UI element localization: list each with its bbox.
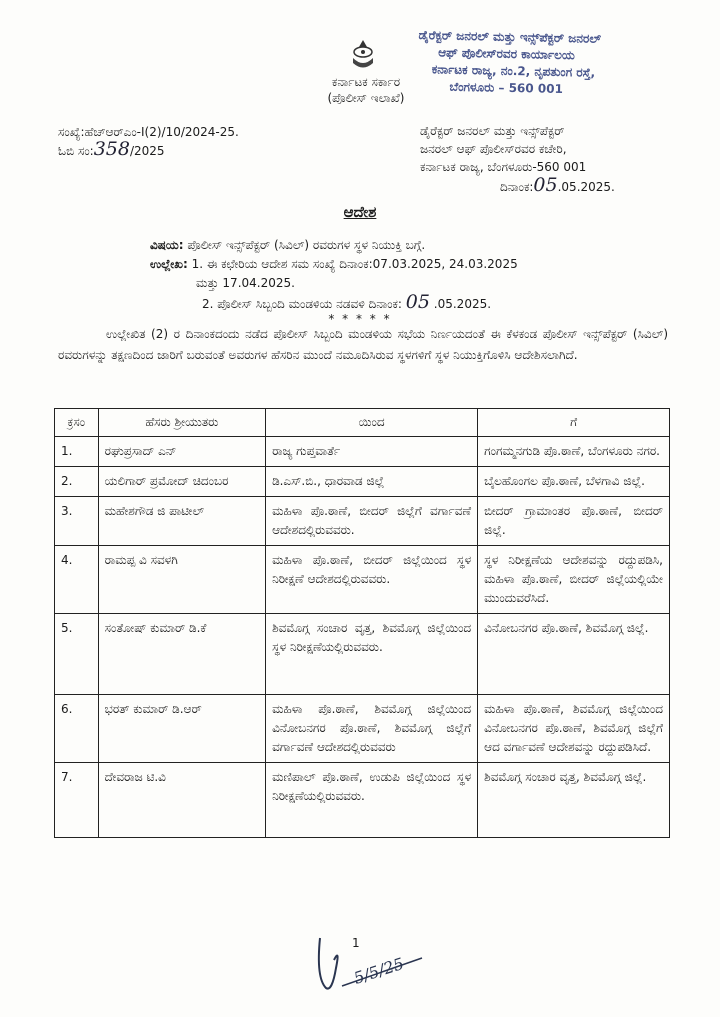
subject-label: ವಿಷಯ: <box>150 238 184 252</box>
ob-year: /2025 <box>129 144 165 158</box>
cell-name: ಯಲಿಗಾರ್ ಪ್ರಮೋದ್ ಚಿದಂಬರ <box>98 467 265 497</box>
reference-line-1 <box>150 255 620 274</box>
cell-name: ಭರತ್ ಕುಮಾರ್ ಡಿ.ಆರ್ <box>98 695 265 763</box>
table-header-row <box>55 409 670 437</box>
cell-from: ಡಿ.ಎಸ್.ಬಿ., ಧಾರವಾಡ ಜಿಲ್ಲೆ <box>266 467 478 497</box>
ob-number-line <box>58 138 239 160</box>
stamp-line: ಆಫ್ ಪೊಲೀಸ್‌ರವರ ಕಾರ್ಯಾಲಯ <box>438 45 575 63</box>
col-header-to: ಗೆ <box>478 409 670 437</box>
cell-serial: 5. <box>55 614 99 695</box>
page-number: 1 <box>352 936 360 950</box>
cell-to: ಗಂಗಮ್ಮನಗುಡಿ ಪೊ.ಠಾಣೆ, ಬೆಂಗಳೂರು ನಗರ. <box>478 437 670 467</box>
order-title: ಆದೇಶ <box>343 203 377 221</box>
table-row <box>55 497 670 546</box>
table-row <box>55 467 670 497</box>
col-header-serial: ಕ್ರಸಂ <box>55 409 99 437</box>
cell-to: ವಿನೋಬನಗರ ಪೊ.ಠಾಣೆ, ಶಿವಮೊಗ್ಗ ಜಿಲ್ಲೆ. <box>478 614 670 695</box>
reference-1b: ಮತ್ತು 17.04.2025. <box>196 276 295 290</box>
cell-serial: 1. <box>55 437 99 467</box>
office-line: ಕರ್ನಾಟಕ ರಾಜ್ಯ, ಬೆಂಗಳೂರು-560 001 <box>420 160 587 174</box>
ob-label: ಓಬಿ ಸಂ: <box>58 144 94 158</box>
reference-number <box>58 124 239 141</box>
state-emblem-icon <box>346 38 380 72</box>
table-row <box>55 437 670 467</box>
cell-to: ಬೈಲಹೊಂಗಲ ಪೊ.ಠಾಣೆ, ಬೆಳಗಾವಿ ಜಿಲ್ಲೆ. <box>478 467 670 497</box>
reference-block <box>58 124 239 160</box>
date-line <box>420 176 615 196</box>
cell-serial: 3. <box>55 497 99 546</box>
col-header-name: ಹೆಸರು ಶ್ರೀಯುತರು <box>98 409 265 437</box>
office-line: ಡೈರೆಕ್ಟರ್ ಜನರಲ್ ಮತ್ತು ಇನ್ಸ್‌ಪೆಕ್ಟರ್ <box>420 124 565 138</box>
cell-from: ಮಹಿಳಾ ಪೊ.ಠಾಣೆ, ಬೀದರ್ ಜಿಲ್ಲೆಯಿಂದ ಸ್ಥಳ ನಿರೀಕ್ಷಣೆ ಆದೇಶದಲ್ಲಿರುವವರು. <box>266 546 478 614</box>
cell-name: ರಘುಪ್ರಸಾದ್ ಎನ್ <box>98 437 265 467</box>
transfer-table <box>54 408 670 838</box>
cell-name: ಮಹೇಶಗೌಡ ಜಿ ಪಾಟೀಲ್ <box>98 497 265 546</box>
cell-name: ರಾಮಪ್ಪ ವಿ ಸವಳಗಿ <box>98 546 265 614</box>
table-row <box>55 546 670 614</box>
office-stamp <box>417 27 703 101</box>
cell-name: ದೇವರಾಜ ಟಿ.ವಿ <box>98 763 265 838</box>
date-label: ದಿನಾಂಕ: <box>500 180 534 194</box>
signature-date: 5/5/25 <box>351 953 407 988</box>
cell-serial: 2. <box>55 467 99 497</box>
cell-to: ಶಿವಮೊಗ್ಗ ಸಂಚಾರ ವೃತ್ತ, ಶಿವಮೊಗ್ಗ ಜಿಲ್ಲೆ. <box>478 763 670 838</box>
cell-from: ರಾಜ್ಯ ಗುಪ್ತವಾರ್ತೆ <box>266 437 478 467</box>
ref-no: ಸಂಖ್ಯೆ:ಹೆಚ್‌ಆರ್‌ಎಂ-I(2)/10/2024-25. <box>58 125 239 139</box>
cell-serial: 7. <box>55 763 99 838</box>
separator-stars: * * * * * <box>328 312 392 326</box>
reference-2-day-handwritten: 05 <box>405 291 430 313</box>
table-row <box>55 614 670 695</box>
col-header-from: ಯಿಂದ <box>266 409 478 437</box>
cell-serial: 4. <box>55 546 99 614</box>
office-address <box>420 122 615 196</box>
cell-from: ಶಿವಮೊಗ್ಗ ಸಂಚಾರ ವೃತ್ತ, ಶಿವಮೊಗ್ಗ ಜಿಲ್ಲೆಯಿಂದ ಸ್ಥಳ ನಿರೀಕ್ಷಣೆಯಲ್ಲಿರುವವರು. <box>266 614 478 695</box>
stamp-line: ಕರ್ನಾಟಕ ರಾಜ್ಯ, ನಂ.2, ನೃಪತುಂಗ ರಸ್ತೆ, <box>431 62 596 80</box>
date-day-handwritten: 05 <box>533 174 558 196</box>
cell-from: ಮಹಿಳಾ ಪೊ.ಠಾಣೆ, ಶಿವಮೊಗ್ಗ ಜಿಲ್ಲೆಯಿಂದ ವಿನೋಬನಗರ ಪೊ.ಠಾಣೆ, ಶಿವಮೊಗ್ಗ ಜಿಲ್ಲೆಗೆ ವರ್ಗಾವಣೆ ಆದೇಶದಲ್ಲಿರುವವರು <box>266 695 478 763</box>
table-row <box>55 763 670 838</box>
govt-heading <box>306 74 426 106</box>
reference-label: ಉಲ್ಲೇಖ: <box>150 257 188 271</box>
subject-block <box>150 236 620 314</box>
stamp-line: ಬೆಂಗಳೂರು – 560 001 <box>449 79 564 97</box>
reference-2b: .05.2025. <box>429 297 492 311</box>
cell-from: ಮಣಿಪಾಲ್ ಪೊ.ಠಾಣೆ, ಉಡುಪಿ ಜಿಲ್ಲೆಯಿಂದ ಸ್ಥಳ ನಿರೀಕ್ಷಣೆಯಲ್ಲಿರುವವರು. <box>266 763 478 838</box>
govt-name: ಕರ್ನಾಟಕ ಸರ್ಕಾರ <box>331 75 401 89</box>
stamp-line: ಡೈರೆಕ್ಟರ್ ಜನರಲ್ ಮತ್ತು ಇನ್ಸ್‌ಪೆಕ್ಟರ್ ಜನರಲ್ <box>418 28 602 46</box>
cell-to: ಮಹಿಳಾ ಪೊ.ಠಾಣೆ, ಶಿವಮೊಗ್ಗ ಜಿಲ್ಲೆಯಿಂದ ವಿನೋಬನಗರ ಪೊ.ಠಾಣೆ, ಶಿವಮೊಗ್ಗ ಜಿಲ್ಲೆಗೆ ಆದ ವರ್ಗಾವಣೆ ಆದೇಶವನ್ನು ರದ್ದುಪಡಿಸಿದೆ. <box>478 695 670 763</box>
reference-1: 1. ಈ ಕಛೇರಿಯ ಆದೇಶ ಸಮ ಸಂಖ್ಯೆ ದಿನಾಂಕ:07.03.2025, 24.03.2025 <box>187 257 518 271</box>
signature-image <box>312 918 432 998</box>
reference-line-1b <box>150 274 620 293</box>
cell-name: ಸಂತೋಷ್ ಕುಮಾರ್ ಡಿ.ಕೆ <box>98 614 265 695</box>
cell-to: ಬೀದರ್ ಗ್ರಾಮಾಂತರ ಪೊ.ಠಾಣೆ, ಬೀದರ್ ಜಿಲ್ಲೆ. <box>478 497 670 546</box>
subject-text: ಪೊಲೀಸ್ ಇನ್ಸ್‌ಪೆಕ್ಟರ್ (ಸಿವಿಲ್) ರವರುಗಳ ಸ್ಥಳ ನಿಯುಕ್ತಿ ಬಗ್ಗೆ. <box>183 238 426 252</box>
reference-line-2 <box>150 293 620 314</box>
cell-serial: 6. <box>55 695 99 763</box>
subject-line <box>150 236 620 255</box>
dept-name: (ಪೊಲೀಸ್ ಇಲಾಖೆ) <box>327 91 405 105</box>
order-paragraph: ಉಲ್ಲೇಖಿತ (2) ರ ದಿನಾಂಕದಂದು ನಡೆದ ಪೊಲೀಸ್ ಸಿಬ್ಬಂದಿ ಮಂಡಳಿಯ ಸಭೆಯ ನಿರ್ಣಯದಂತೆ ಈ ಕೆಳಕಂಡ ಪೊಲೀಸ್ ಇನ್ಸ್‌ಪೆಕ್ಟರ್ (ಸಿವಿಲ್) ರವರುಗಳನ್ನು ತಕ್ಷಣದಿಂದ ಜಾರಿಗೆ ಬರುವಂತೆ ಅವರುಗಳ ಹೆಸರಿನ ಮುಂದೆ ನಮೂದಿಸಿರುವ ಸ್ಥಳಗಳಿಗೆ ಸ್ಥಳ ನಿಯುಕ್ತಿಗೊಳಿಸಿ ಆದೇಶಿಸಲಾಗಿದೆ. <box>58 327 668 362</box>
table-row <box>55 695 670 763</box>
reference-2a: 2. ಪೊಲೀಸ್ ಸಿಬ್ಬಂದಿ ಮಂಡಳಿಯ ನಡವಳಿ ದಿನಾಂಕ: <box>202 297 406 311</box>
office-line: ಜನರಲ್ ಆಫ್ ಪೊಲೀಸ್‌ರವರ ಕಚೇರಿ, <box>420 142 567 156</box>
ob-number-handwritten: 358 <box>93 138 130 160</box>
cell-to: ಸ್ಥಳ ನಿರೀಕ್ಷಣೆಯ ಆದೇಶವನ್ನು ರದ್ದುಪಡಿಸಿ, ಮಹಿಳಾ ಪೊ.ಠಾಣೆ, ಬೀದರ್ ಜಿಲ್ಲೆಯಲ್ಲಿಯೇ ಮುಂದುವರೆಸಿದೆ. <box>478 546 670 614</box>
date-rest: .05.2025. <box>557 180 615 194</box>
cell-from: ಮಹಿಳಾ ಪೊ.ಠಾಣೆ, ಬೀದರ್ ಜಿಲ್ಲೆಗೆ ವರ್ಗಾವಣೆ ಆದೇಶದಲ್ಲಿರುವವರು. <box>266 497 478 546</box>
